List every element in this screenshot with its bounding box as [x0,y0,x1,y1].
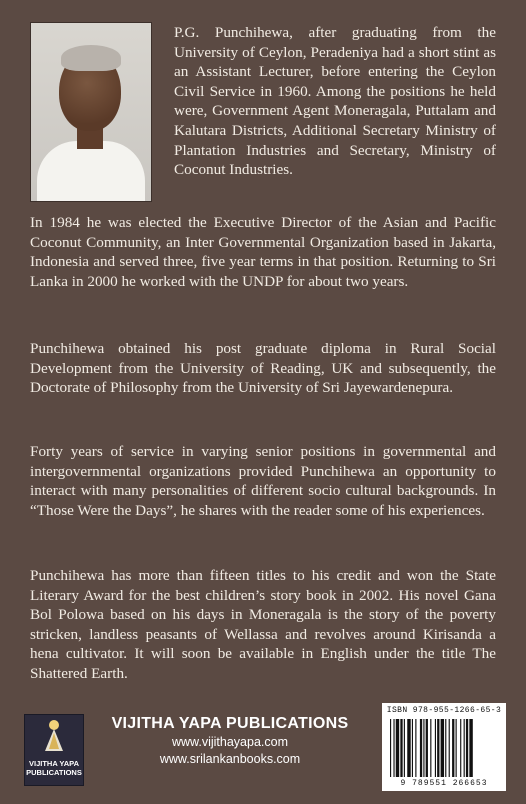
lamp-icon [41,719,67,753]
bio-paragraph-1: P.G. Punchihewa, after graduating from the University of Ceylon, Peradeniya had a short stint as an Assistant Lecturer, before entering the Ceylon Civil Service in 1960. Among the positions he held were, Government Agent Moneragala, Puttalam and Kalutara Districts, Additional Secretary Ministry of Plantation Industries and Secretary, Ministry of Coconut Industries. [174,24,496,179]
publisher-logo [24,714,84,786]
barcode-digits: 9 789551 266653 [400,779,488,788]
logo-text: VIJITHA YAPA PUBLICATIONS [26,759,82,777]
bio-paragraph-2: In 1984 he was elected the Executive Director of the Asian and Pacific Coconut Community, an Inter Governmental Organization based in Jakarta, Indonesia and served three, five year terms in that position. Returning to Sri Lanka in 2000 he worked with the UNDP for about two years. [30,214,496,290]
bio-paragraph-3: Punchihewa obtained his post graduate diploma in Rural Social Development from the University of Reading, UK and subsequently, the Doctorate of Philosophy from the University of Sri Jayewardenepura. [30,340,496,397]
photo-hair [61,45,121,71]
author-photo [30,22,152,202]
publisher-url-2[interactable]: www.srilankanbooks.com [159,752,301,766]
bio-paragraph-5: Punchihewa has more than fifteen titles to his credit and won the State Literary Award for the best children’s story book in 2002. His novel Gana Bol Polowa based on his days in Moneragala is the story of the poverty stricken, landless peasants of Wellassa and revolves around Kirisanda a hena cultivator. It will soon be available in English under the title The Shattered Earth. [30,567,496,682]
isbn-text: ISBN 978-955-1266-65-3 [386,706,502,715]
barcode-bars [390,719,498,777]
publisher-block [100,714,360,768]
bio-paragraph-4: Forty years of service in varying senior positions in governmental and intergovernmental organizations provided Punchihewa an opportunity to interact with many personalities of different socio cultural backgrounds. In “Those Were the Days”, he shares with the reader some of his experiences. [30,443,496,519]
isbn-barcode [382,703,506,791]
publisher-name: VIJITHA YAPA PUBLICATIONS [111,715,349,732]
photo-shirt [37,141,145,202]
publisher-url-1[interactable]: www.vijithayapa.com [171,735,288,749]
